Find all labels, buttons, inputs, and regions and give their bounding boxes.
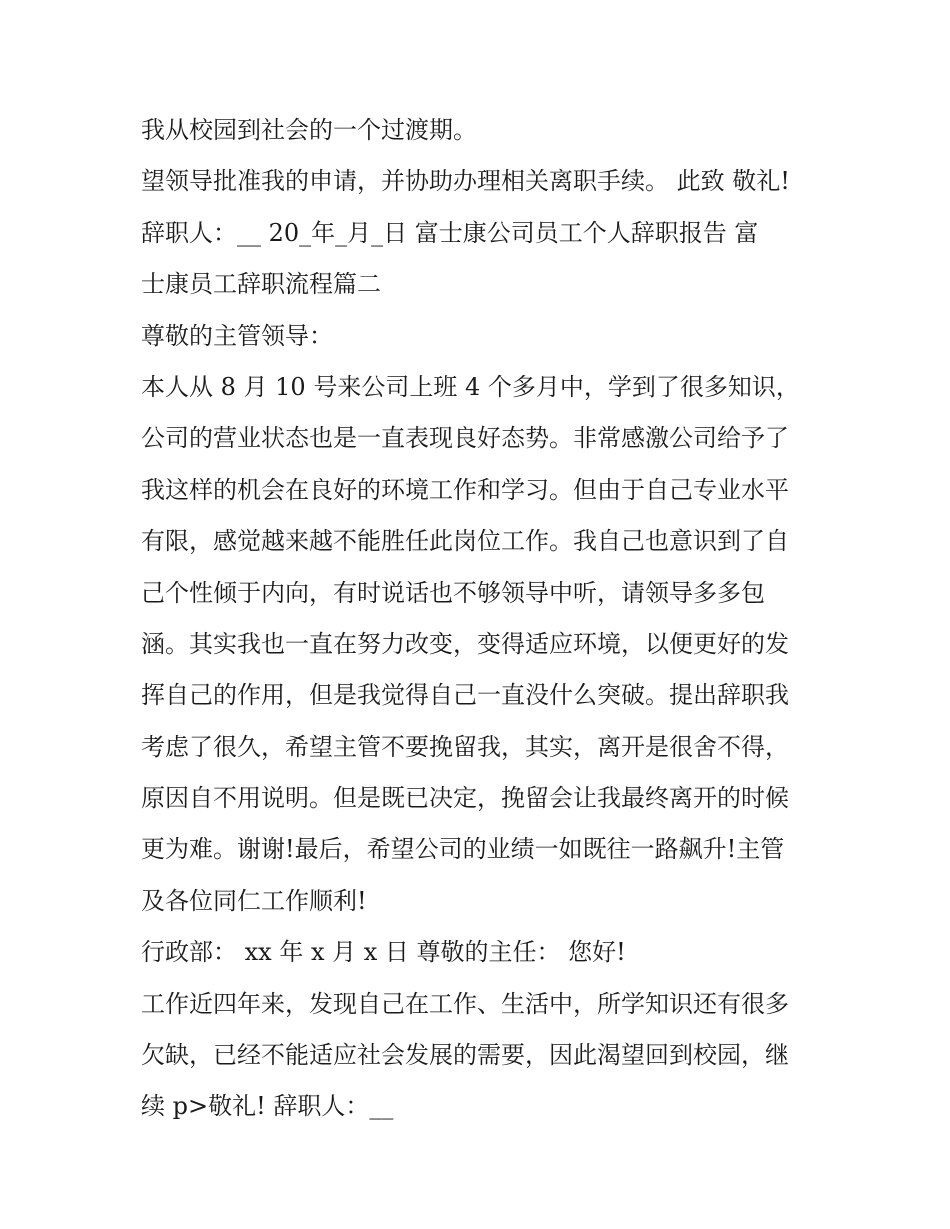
text-line: 挥自己的作用，但是我觉得自己一直没什么突破。提出辞职我 xyxy=(141,681,789,710)
text-line: 及各位同仁工作顺利! xyxy=(141,886,367,915)
text-line: 我从校园到社会的一个过渡期。 xyxy=(141,116,477,144)
text-line: 望领导批准我的申请，并协助办理相关离职手续。 此致 敬礼! xyxy=(141,167,790,196)
text-line: 涵。其实我也一直在努力改变，变得适应环境，以便更好的发 xyxy=(141,629,789,658)
document-body xyxy=(141,105,821,1133)
text-line: 欠缺，已经不能适应社会发展的需要，因此渴望回到校园，继 xyxy=(141,1041,789,1070)
text-line: 辞职人：__ 20_年_月_日 富士康公司员工个人辞职报告 富 xyxy=(141,218,759,247)
text-line: 己个性倾于内向，有时说话也不够领导中听，请领导多多包 xyxy=(141,578,765,607)
text-line: 工作近四年来，发现自己在工作、生活中，所学知识还有很多 xyxy=(141,989,789,1018)
text-line: 尊敬的主管领导： xyxy=(141,321,333,350)
text-line: 续 p>敬礼! 辞职人：__ xyxy=(141,1092,394,1121)
text-line: 行政部： xx 年 x 月 x 日 尊敬的主任： 您好! xyxy=(141,938,626,967)
text-line: 考虑了很久，希望主管不要挽留我，其实，离开是很舍不得， xyxy=(141,732,789,761)
text-line: 本人从 8 月 10 号来公司上班 4 个多月中，学到了很多知识， xyxy=(141,372,800,401)
text-line: 有限，感觉越来越不能胜任此岗位工作。我自己也意识到了自 xyxy=(141,527,789,556)
text-line: 更为难。谢谢!最后，希望公司的业绩一如既往一路飙升!主管 xyxy=(141,835,785,864)
text-line: 公司的营业状态也是一直表现良好态势。非常感激公司给予了 xyxy=(141,424,789,453)
text-line: 士康员工辞职流程篇二 xyxy=(141,270,381,299)
text-line: 原因自不用说明。但是既已决定，挽留会让我最终离开的时候 xyxy=(141,784,789,813)
text-line: 我这样的机会在良好的环境工作和学习。但由于自己专业水平 xyxy=(141,475,789,504)
